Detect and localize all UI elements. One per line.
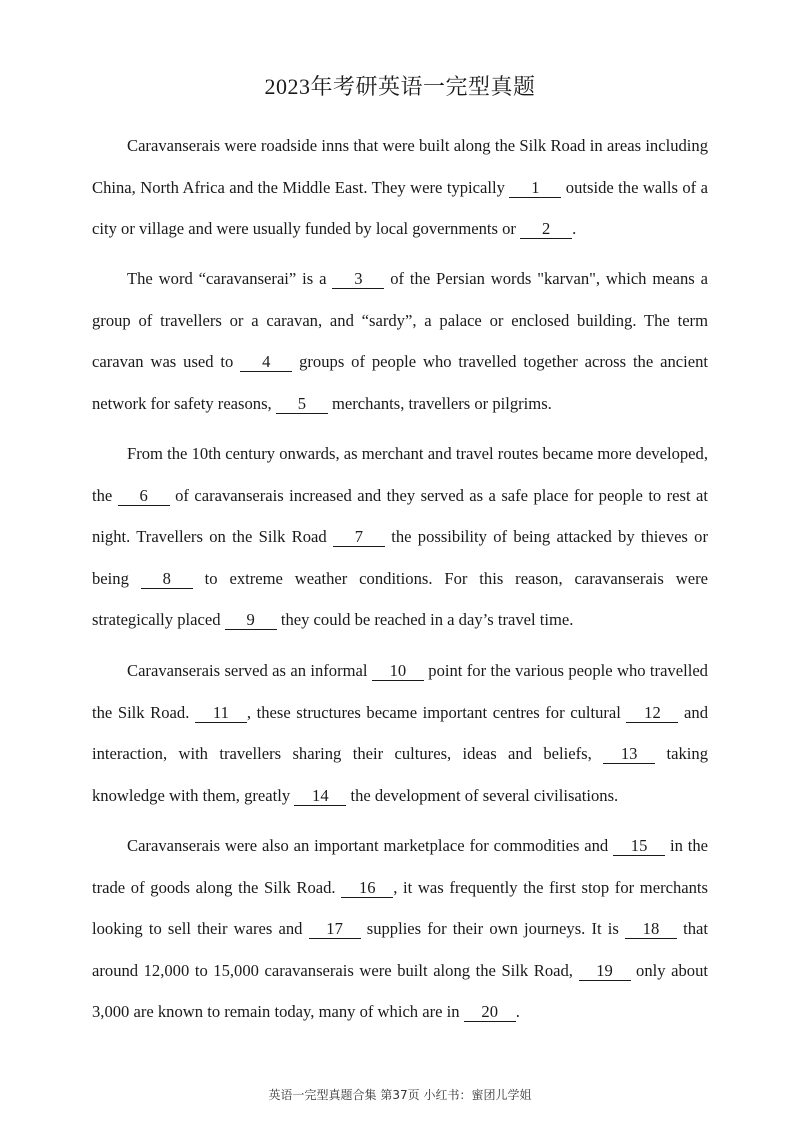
blank-1: 1 — [509, 179, 561, 198]
blank-18: 18 — [625, 920, 677, 939]
blank-5: 5 — [276, 395, 328, 414]
page-title: 2023年考研英语一完型真题 — [264, 74, 536, 99]
blank-9: 9 — [225, 611, 277, 630]
blank-3: 3 — [332, 270, 384, 289]
blank-7: 7 — [333, 528, 385, 547]
blank-17: 17 — [309, 920, 361, 939]
paragraph-5: Caravanserais were also an important marketplace for commodities and 15 in the trade of goods along the Silk Road. 16 , it was frequently the first stop for merchants looking to sell their wares and 17 supplies for their own journeys. It is 18 that around 12,000 to 15,000 caravanserais were built along the Silk Road, 19 only about 3,000 are known to remain today, many of which are in 20 . — [92, 836, 708, 1021]
blank-13: 13 — [603, 745, 655, 764]
blank-12: 12 — [626, 704, 678, 723]
blank-11: 11 — [195, 704, 247, 723]
paragraph-4: Caravanserais served as an informal 10 point for the various people who travelled the Silk Road. 11 , these structures became important centres for cultural 12 and interaction, with travellers sharing their cultures, ideas and beliefs, 13 taking knowledge with them, greatly 14 the development of several civilisations. — [92, 661, 709, 805]
blank-14: 14 — [294, 787, 346, 806]
page-footer: 英语一完型真题合集 第37页 小红书：蜜团儿学姐 — [268, 1088, 532, 1102]
blank-8: 8 — [141, 570, 193, 589]
blank-6: 6 — [118, 487, 170, 506]
blank-4: 4 — [240, 353, 292, 372]
paragraph-2: The word “caravanserai” is a 3 of the Persian words "karvan", which means a group of travellers or a caravan, and “sardy”, a palace or enclosed building. The term caravan was used to 4 groups of people who travelled together across the ancient network for safety reasons, 5 merchants, travellers or pilgrims. — [92, 269, 709, 413]
blank-15: 15 — [613, 837, 665, 856]
blank-2: 2 — [520, 220, 572, 239]
blank-19: 19 — [579, 962, 631, 981]
paragraph-3: From the 10th century onwards, as merchant and travel routes became more developed, the 6 of caravanserais increased and they served as a safe place for people to rest at night. Travellers on the Silk Road 7 the possibility of being attacked by thieves or being 8 to extreme weather conditions. For this reason, caravanserais were strategically placed 9 they could be reached in a day’s travel time. — [92, 444, 709, 629]
paragraph-1: Caravanserais were roadside inns that were built along the Silk Road in areas including China, North Africa and the Middle East. They were typically 1 outside the walls of a city or village and were usually funded by local governments or 2 . — [92, 136, 708, 238]
blank-16: 16 — [341, 879, 393, 898]
blank-20: 20 — [464, 1003, 516, 1022]
blank-10: 10 — [372, 662, 424, 681]
